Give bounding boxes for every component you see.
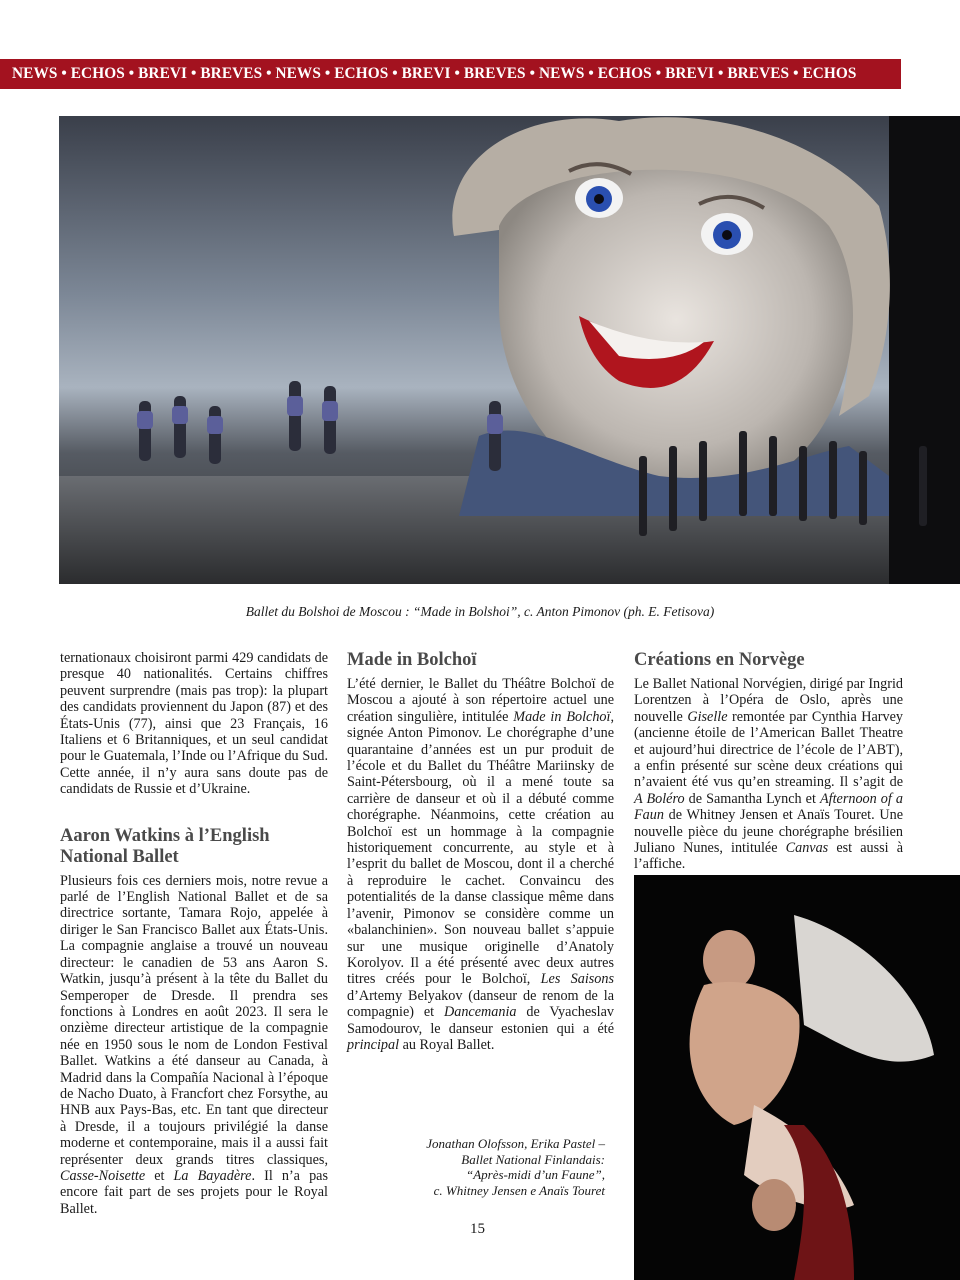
caption-line-1: Jonathan Olofsson, Erika Pastel – (426, 1136, 605, 1151)
ballet-stage-photo (59, 116, 960, 584)
heading-creations-norvege: Créations en Norvège (634, 650, 805, 670)
heading-made-in-bolchoi: Made in Bolchoï (347, 650, 477, 670)
section-banner: NEWS • ECHOS • BREVI • BREVES • NEWS • ECHOS • BREVI • BREVES • NEWS • ECHOS • BREVI • BREVES • ECHOS (0, 59, 901, 89)
dancers-left (139, 381, 501, 471)
bottom-photo-caption (380, 1136, 605, 1198)
caption-line-3: “Après-midi d’un Faune”, (465, 1167, 605, 1182)
competition-intro: ternationaux choisiront parmi 429 candidats de presque 40 nationalités. Certains chiffres peuvent surprendre (mais pas trop): la plupart des candidats proviennent du Japon (87) et des États-Unis (77), ainsi que 23 Français, 16 Italiens et 6 Britanniques, et un seul candidat pour le Guatemala, l’Inde ou l’Afrique du Sud. Cette année, il n’y aura sans doute pas de candidats de Russie et d’Ukraine. (60, 650, 328, 798)
page-number: 15 (470, 1221, 485, 1237)
column-2 (347, 650, 614, 1053)
duet-illustration (634, 875, 960, 1280)
heading-aaron-watkins: Aaron Watkins à l’English National Ballet (60, 825, 270, 867)
caption-line-2: Ballet National Finlandais: (461, 1151, 605, 1167)
made-in-bolchoi-text: L’été dernier, le Ballet du Théâtre Bolchoï de Moscou a ajouté à son répertoire actuel une création singulière, intitulée Made in Bolchoï, signée Anton Pimonov. Le chorégraphe d’une quarantaine d’années est un pur produit de l’école et du Ballet du Théâtre Mariinsky de Saint-Pétersbourg, où il a mené toute sa carrière de danseur et où il a débuté comme chorégraphe. Néanmoins, cette création au Bolchoï est un hommage à la compagnie historiquement concurrente, au style et à l’esprit du ballet de Moscou, dont il a cherché à reproduire le cachet. Convaincu des potentialités de la danse classique même dans l’avenir, Pimonov se considère comme un «balanchinien». Son nouveau ballet s’appuie sur une musique originelle d’Anatoly Korolyov. Il a été présenté avec deux autres titres créés pour le Bolchoï, Les Saisons d’Artemy Belyakov (danseur de renom de la compagnie) et Dancemania de Vyacheslav Samodourov, le danseur estonien qui a été principal au Royal Ballet. (347, 676, 615, 1053)
column-3 (634, 650, 903, 873)
caption-line-4: c. Whitney Jensen e Anaïs Touret (433, 1182, 605, 1198)
aaron-watkins-text: Plusieurs fois ces derniers mois, notre revue a parlé de l’English National Ballet et de sa directrice sortante, Tamara Rojo, appelée à diriger le San Francisco Ballet aux États-Unis. La compagnie anglaise a trouvé un nouveau directeur: le canadien de 53 ans Aaron S. Watkin, jusqu’à présent à la tête du Ballet du Semperoper de Dresde. Il prendra ses fonctions à Londres en août 2023. Il sera le onzième directeur artistique de la compagnie née en 1950 sous le nom de London Festival Ballet. Watkins a été danseur au Canada, à Madrid dans la Compañía Nacional à l’époque de Nacho Duato, à Francfort chez Forsythe, au HNB aux Pays-Bas, etc. En tant que directeur à Dresde, il a toujours privilégié la danse moderne et contemporaine, mais il a aussi fait représenter deux grands titres classiques, Casse-Noisette et La Bayadère. Il n’a pas encore fait part de ses projets pour le Royal Ballet. (60, 872, 328, 1217)
column-1 (60, 650, 328, 1217)
top-photo-caption: Ballet du Bolshoi de Moscou : “Made in Bolshoi”, c. Anton Pimonov (ph. E. Fetisova) (245, 604, 715, 619)
creations-norvege-text: Le Ballet National Norvégien, dirigé par Ingrid Lorentzen à l’Opéra de Oslo, après une nouvelle Giselle remontée par Cynthia Harvey (ancienne étoile de l’American Ballet Theatre et aujourd’hui directrice de l’école de l’ABT), a enfin présenté sur scène deux créations qui n’avaient été vus qu’en streaming. Il s’agit de A Boléro de Samantha Lynch et Afternoon of a Faun de Whitney Jensen et Anaïs Touret. Une nouvelle pièce du jeune chorégraphe brésilien Juliano Nunes, intitulée Canvas est aussi à l’affiche. (634, 676, 904, 873)
stage-illustration (59, 116, 960, 584)
dancers-duet-photo (634, 875, 960, 1280)
